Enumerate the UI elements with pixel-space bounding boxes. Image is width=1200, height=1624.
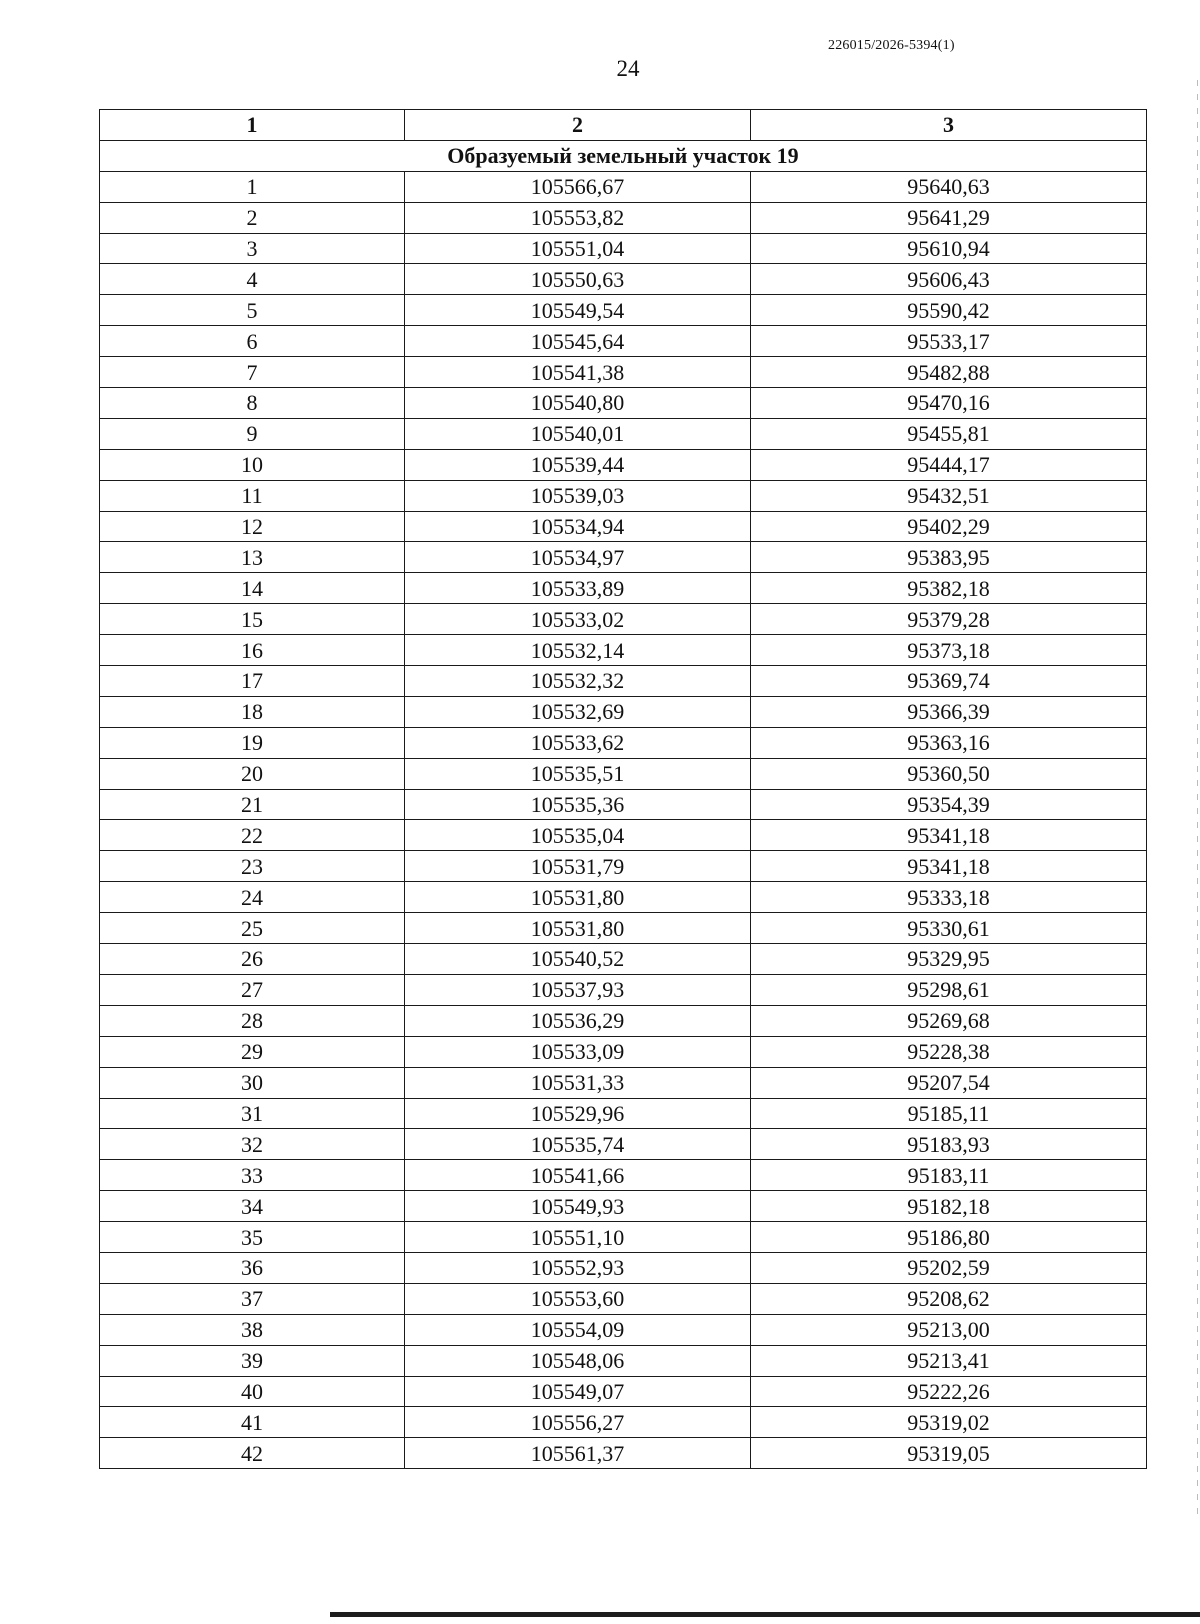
x-coordinate-cell: 105533,09: [405, 1036, 751, 1067]
y-coordinate-cell: 95369,74: [751, 666, 1147, 697]
point-number-cell: 27: [100, 974, 405, 1005]
point-number-cell: 6: [100, 326, 405, 357]
y-coordinate-cell: 95641,29: [751, 202, 1147, 233]
table-row: [100, 1252, 1147, 1283]
x-coordinate-cell: 105533,02: [405, 604, 751, 635]
x-coordinate-cell: 105529,96: [405, 1098, 751, 1129]
table-row: [100, 449, 1147, 480]
table-row: [100, 1005, 1147, 1036]
point-number-cell: 18: [100, 696, 405, 727]
y-coordinate-cell: 95341,18: [751, 820, 1147, 851]
point-number-cell: 13: [100, 542, 405, 573]
y-coordinate-cell: 95330,61: [751, 913, 1147, 944]
point-number-cell: 12: [100, 511, 405, 542]
y-coordinate-cell: 95360,50: [751, 758, 1147, 789]
y-coordinate-cell: 95402,29: [751, 511, 1147, 542]
table-row: [100, 1376, 1147, 1407]
point-number-cell: 7: [100, 357, 405, 388]
y-coordinate-cell: 95269,68: [751, 1005, 1147, 1036]
y-coordinate-cell: 95444,17: [751, 449, 1147, 480]
x-coordinate-cell: 105531,33: [405, 1067, 751, 1098]
x-coordinate-cell: 105531,80: [405, 913, 751, 944]
y-coordinate-cell: 95182,18: [751, 1191, 1147, 1222]
table-row: [100, 1160, 1147, 1191]
point-number-cell: 11: [100, 480, 405, 511]
y-coordinate-cell: 95382,18: [751, 573, 1147, 604]
y-coordinate-cell: 95329,95: [751, 944, 1147, 975]
table-row: [100, 789, 1147, 820]
table-row: [100, 1067, 1147, 1098]
y-coordinate-cell: 95222,26: [751, 1376, 1147, 1407]
point-number-cell: 39: [100, 1345, 405, 1376]
x-coordinate-cell: 105531,80: [405, 882, 751, 913]
table-row: [100, 264, 1147, 295]
point-number-cell: 23: [100, 851, 405, 882]
x-coordinate-cell: 105550,63: [405, 264, 751, 295]
point-number-cell: 40: [100, 1376, 405, 1407]
table-row: [100, 542, 1147, 573]
y-coordinate-cell: 95432,51: [751, 480, 1147, 511]
table-row: [100, 1407, 1147, 1438]
point-number-cell: 9: [100, 418, 405, 449]
table-row: [100, 696, 1147, 727]
x-coordinate-cell: 105535,74: [405, 1129, 751, 1160]
x-coordinate-cell: 105540,80: [405, 388, 751, 419]
point-number-cell: 8: [100, 388, 405, 419]
y-coordinate-cell: 95333,18: [751, 882, 1147, 913]
table-row: [100, 666, 1147, 697]
x-coordinate-cell: 105533,62: [405, 727, 751, 758]
point-number-cell: 33: [100, 1160, 405, 1191]
table-header-row: [100, 110, 1147, 141]
x-coordinate-cell: 105540,52: [405, 944, 751, 975]
point-number-cell: 38: [100, 1314, 405, 1345]
y-coordinate-cell: 95213,00: [751, 1314, 1147, 1345]
y-coordinate-cell: 95373,18: [751, 635, 1147, 666]
x-coordinate-cell: 105533,89: [405, 573, 751, 604]
point-number-cell: 42: [100, 1438, 405, 1469]
y-coordinate-cell: 95186,80: [751, 1222, 1147, 1253]
x-coordinate-cell: 105534,97: [405, 542, 751, 573]
x-coordinate-cell: 105566,67: [405, 171, 751, 202]
y-coordinate-cell: 95610,94: [751, 233, 1147, 264]
point-number-cell: 26: [100, 944, 405, 975]
y-coordinate-cell: 95354,39: [751, 789, 1147, 820]
y-coordinate-cell: 95533,17: [751, 326, 1147, 357]
y-coordinate-cell: 95379,28: [751, 604, 1147, 635]
column-header: 2: [405, 110, 751, 141]
table-row: [100, 480, 1147, 511]
point-number-cell: 16: [100, 635, 405, 666]
point-number-cell: 19: [100, 727, 405, 758]
point-number-cell: 22: [100, 820, 405, 851]
y-coordinate-cell: 95640,63: [751, 171, 1147, 202]
y-coordinate-cell: 95366,39: [751, 696, 1147, 727]
table-row: [100, 727, 1147, 758]
table-row: [100, 820, 1147, 851]
table-row: [100, 233, 1147, 264]
point-number-cell: 4: [100, 264, 405, 295]
column-header: 1: [100, 110, 405, 141]
table-row: [100, 1222, 1147, 1253]
y-coordinate-cell: 95298,61: [751, 974, 1147, 1005]
point-number-cell: 10: [100, 449, 405, 480]
point-number-cell: 41: [100, 1407, 405, 1438]
x-coordinate-cell: 105541,38: [405, 357, 751, 388]
table-row: [100, 295, 1147, 326]
y-coordinate-cell: 95183,11: [751, 1160, 1147, 1191]
y-coordinate-cell: 95228,38: [751, 1036, 1147, 1067]
table-row: [100, 326, 1147, 357]
x-coordinate-cell: 105553,82: [405, 202, 751, 233]
x-coordinate-cell: 105549,93: [405, 1191, 751, 1222]
table-row: [100, 1129, 1147, 1160]
y-coordinate-cell: 95319,05: [751, 1438, 1147, 1469]
point-number-cell: 3: [100, 233, 405, 264]
point-number-cell: 25: [100, 913, 405, 944]
coordinates-table: [99, 109, 1147, 1469]
y-coordinate-cell: 95207,54: [751, 1067, 1147, 1098]
x-coordinate-cell: 105549,07: [405, 1376, 751, 1407]
table-row: [100, 604, 1147, 635]
point-number-cell: 32: [100, 1129, 405, 1160]
x-coordinate-cell: 105552,93: [405, 1252, 751, 1283]
document-registration-number: 226015/2026-5394(1): [828, 38, 955, 53]
point-number-cell: 17: [100, 666, 405, 697]
y-coordinate-cell: 95482,88: [751, 357, 1147, 388]
y-coordinate-cell: 95363,16: [751, 727, 1147, 758]
point-number-cell: 28: [100, 1005, 405, 1036]
x-coordinate-cell: 105532,32: [405, 666, 751, 697]
x-coordinate-cell: 105531,79: [405, 851, 751, 882]
table-row: [100, 758, 1147, 789]
x-coordinate-cell: 105540,01: [405, 418, 751, 449]
point-number-cell: 2: [100, 202, 405, 233]
scan-edge-marks: [1197, 80, 1198, 1520]
y-coordinate-cell: 95185,11: [751, 1098, 1147, 1129]
table-row: [100, 851, 1147, 882]
point-number-cell: 29: [100, 1036, 405, 1067]
column-header: 3: [751, 110, 1147, 141]
table-row: [100, 944, 1147, 975]
y-coordinate-cell: 95202,59: [751, 1252, 1147, 1283]
x-coordinate-cell: 105537,93: [405, 974, 751, 1005]
x-coordinate-cell: 105535,04: [405, 820, 751, 851]
y-coordinate-cell: 95208,62: [751, 1283, 1147, 1314]
x-coordinate-cell: 105561,37: [405, 1438, 751, 1469]
point-number-cell: 31: [100, 1098, 405, 1129]
table-row: [100, 1314, 1147, 1345]
x-coordinate-cell: 105548,06: [405, 1345, 751, 1376]
table-row: [100, 202, 1147, 233]
y-coordinate-cell: 95590,42: [751, 295, 1147, 326]
section-title: Образуемый земельный участок 19: [100, 140, 1147, 171]
y-coordinate-cell: 95319,02: [751, 1407, 1147, 1438]
point-number-cell: 36: [100, 1252, 405, 1283]
section-title-row: [100, 140, 1147, 171]
x-coordinate-cell: 105535,36: [405, 789, 751, 820]
table-row: [100, 1191, 1147, 1222]
point-number-cell: 34: [100, 1191, 405, 1222]
table-row: [100, 1036, 1147, 1067]
y-coordinate-cell: 95183,93: [751, 1129, 1147, 1160]
x-coordinate-cell: 105532,14: [405, 635, 751, 666]
x-coordinate-cell: 105536,29: [405, 1005, 751, 1036]
x-coordinate-cell: 105545,64: [405, 326, 751, 357]
point-number-cell: 21: [100, 789, 405, 820]
y-coordinate-cell: 95213,41: [751, 1345, 1147, 1376]
x-coordinate-cell: 105554,09: [405, 1314, 751, 1345]
table-row: [100, 1283, 1147, 1314]
table-row: [100, 1438, 1147, 1469]
table-row: [100, 635, 1147, 666]
x-coordinate-cell: 105534,94: [405, 511, 751, 542]
page-number: 24: [616, 56, 640, 81]
point-number-cell: 35: [100, 1222, 405, 1253]
y-coordinate-cell: 95455,81: [751, 418, 1147, 449]
x-coordinate-cell: 105539,44: [405, 449, 751, 480]
x-coordinate-cell: 105551,10: [405, 1222, 751, 1253]
point-number-cell: 20: [100, 758, 405, 789]
table-row: [100, 1345, 1147, 1376]
point-number-cell: 24: [100, 882, 405, 913]
point-number-cell: 15: [100, 604, 405, 635]
point-number-cell: 37: [100, 1283, 405, 1314]
point-number-cell: 30: [100, 1067, 405, 1098]
table-row: [100, 1098, 1147, 1129]
x-coordinate-cell: 105532,69: [405, 696, 751, 727]
x-coordinate-cell: 105539,03: [405, 480, 751, 511]
x-coordinate-cell: 105541,66: [405, 1160, 751, 1191]
table-row: [100, 171, 1147, 202]
x-coordinate-cell: 105549,54: [405, 295, 751, 326]
y-coordinate-cell: 95606,43: [751, 264, 1147, 295]
scan-border-line: [330, 1612, 1200, 1617]
table-row: [100, 882, 1147, 913]
table-row: [100, 511, 1147, 542]
point-number-cell: 5: [100, 295, 405, 326]
table-row: [100, 388, 1147, 419]
x-coordinate-cell: 105556,27: [405, 1407, 751, 1438]
table-row: [100, 913, 1147, 944]
point-number-cell: 14: [100, 573, 405, 604]
y-coordinate-cell: 95383,95: [751, 542, 1147, 573]
x-coordinate-cell: 105551,04: [405, 233, 751, 264]
x-coordinate-cell: 105553,60: [405, 1283, 751, 1314]
point-number-cell: 1: [100, 171, 405, 202]
table-row: [100, 573, 1147, 604]
table-row: [100, 974, 1147, 1005]
y-coordinate-cell: 95470,16: [751, 388, 1147, 419]
x-coordinate-cell: 105535,51: [405, 758, 751, 789]
table-row: [100, 357, 1147, 388]
y-coordinate-cell: 95341,18: [751, 851, 1147, 882]
table-row: [100, 418, 1147, 449]
